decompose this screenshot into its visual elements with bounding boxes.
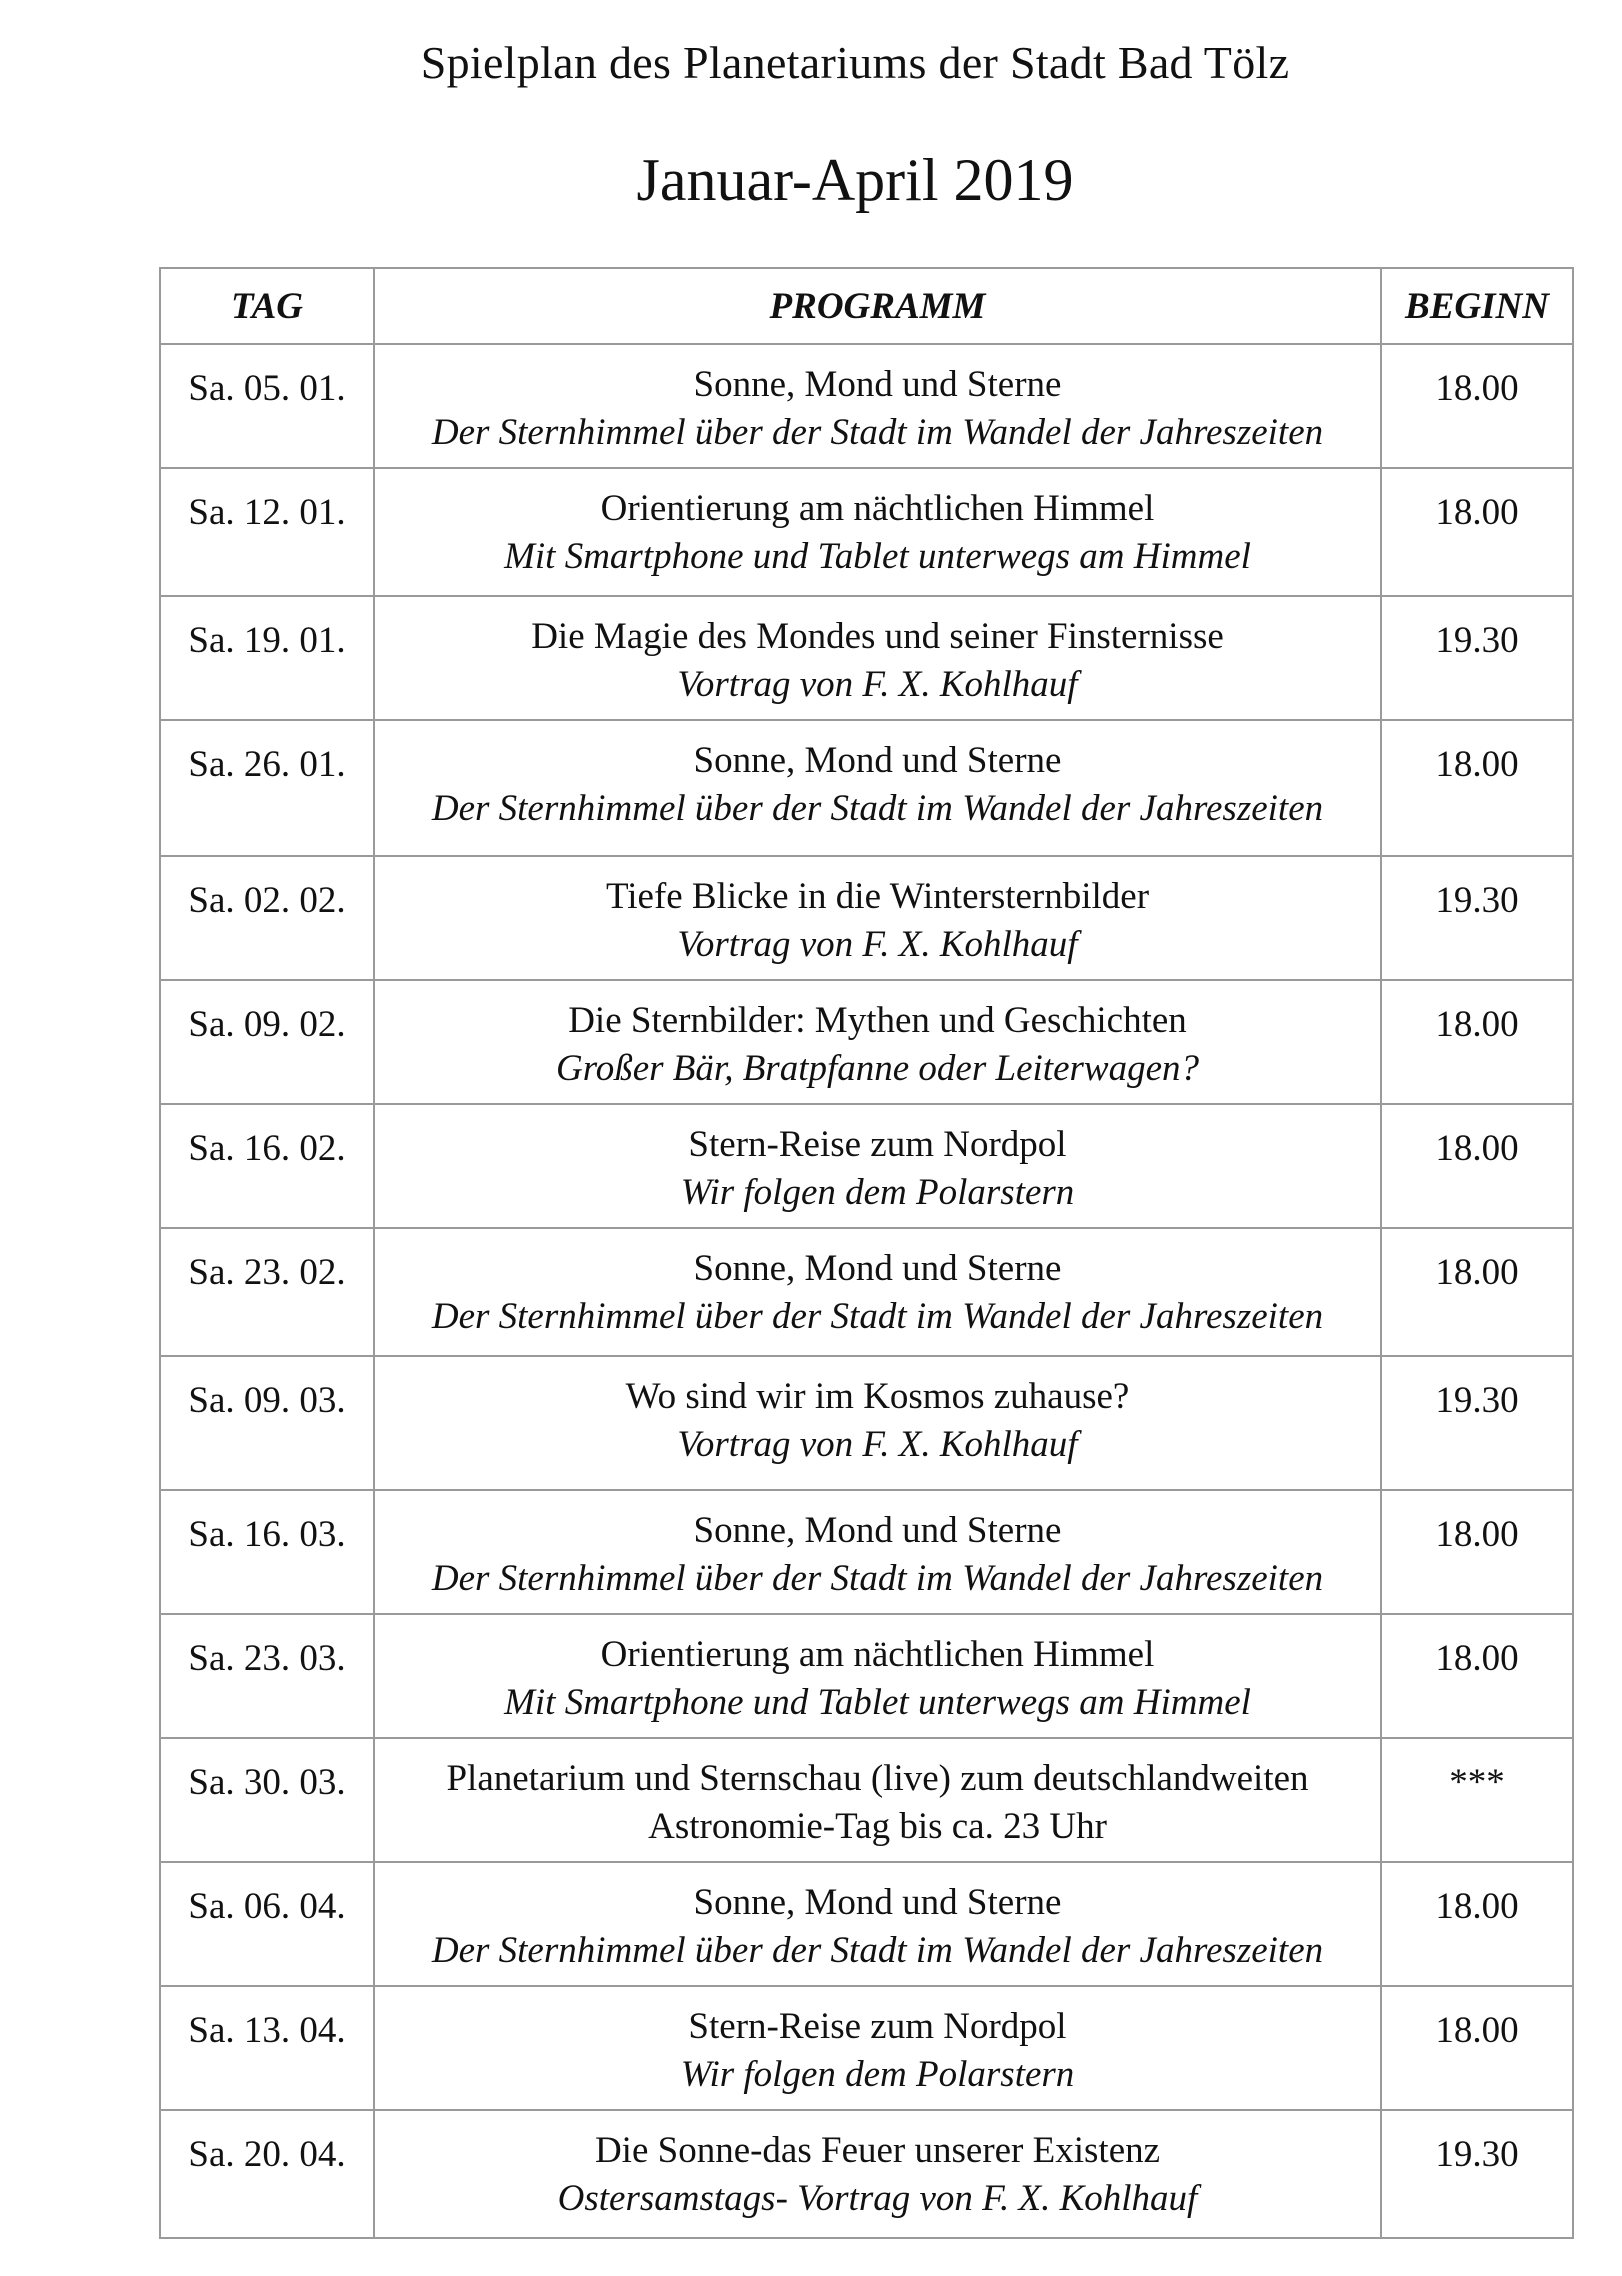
cell-beginn: 18.00	[1381, 1986, 1573, 2110]
program-subtitle: Wir folgen dem Polarstern	[680, 1172, 1075, 1214]
cell-tag: Sa. 09. 02.	[160, 980, 374, 1104]
program-title: Sonne, Mond und Sterne	[693, 740, 1062, 781]
program-title: Sonne, Mond und Sterne	[693, 364, 1062, 405]
table-row	[160, 1862, 1573, 1986]
cell-tag: Sa. 16. 03.	[160, 1490, 374, 1614]
program-title: Planetarium und Sternschau (live) zum deutschlandweiten	[446, 1758, 1309, 1799]
cell-beginn: 18.00	[1381, 1614, 1573, 1738]
header-beginn: BEGINN	[1381, 268, 1573, 344]
table-row	[160, 468, 1573, 596]
cell-programm	[374, 720, 1381, 856]
program-subtitle: Der Sternhimmel über der Stadt im Wandel der Jahreszeiten	[431, 412, 1324, 454]
cell-beginn: ***	[1381, 1738, 1573, 1862]
program-title: Sonne, Mond und Sterne	[693, 1510, 1062, 1551]
cell-tag: Sa. 30. 03.	[160, 1738, 374, 1862]
table-row	[160, 2110, 1573, 2238]
table-row	[160, 1228, 1573, 1356]
cell-programm	[374, 1614, 1381, 1738]
cell-programm	[374, 856, 1381, 980]
cell-tag: Sa. 05. 01.	[160, 344, 374, 468]
program-title-line2: Astronomie-Tag bis ca. 23 Uhr	[648, 1806, 1107, 1848]
program-subtitle: Der Sternhimmel über der Stadt im Wandel der Jahreszeiten	[431, 1930, 1324, 1972]
program-title: Orientierung am nächtlichen Himmel	[600, 1634, 1155, 1675]
cell-tag: Sa. 06. 04.	[160, 1862, 374, 1986]
program-subtitle: Mit Smartphone und Tablet unterwegs am Himmel	[504, 536, 1251, 578]
program-title: Die Magie des Mondes und seiner Finsternisse	[531, 616, 1224, 657]
header-programm: PROGRAMM	[374, 268, 1381, 344]
cell-tag: Sa. 02. 02.	[160, 856, 374, 980]
cell-programm	[374, 2110, 1381, 2238]
cell-beginn: 18.00	[1381, 1104, 1573, 1228]
program-title: Die Sternbilder: Mythen und Geschichten	[568, 1000, 1187, 1041]
program-title: Die Sonne-das Feuer unserer Existenz	[594, 2130, 1161, 2171]
table-row	[160, 980, 1573, 1104]
cell-tag: Sa. 23. 02.	[160, 1228, 374, 1356]
cell-programm	[374, 596, 1381, 720]
cell-programm	[374, 1862, 1381, 1986]
cell-tag: Sa. 26. 01.	[160, 720, 374, 856]
program-subtitle: Vortrag von F. X. Kohlhauf	[677, 1424, 1078, 1466]
table-row	[160, 1356, 1573, 1490]
program-subtitle: Ostersamstags- Vortrag von F. X. Kohlhauf	[557, 2178, 1198, 2220]
cell-programm	[374, 1356, 1381, 1490]
program-subtitle: Der Sternhimmel über der Stadt im Wandel der Jahreszeiten	[431, 1558, 1324, 1600]
table-row	[160, 344, 1573, 468]
document-title: Spielplan des Planetariums der Stadt Bad Tölz	[420, 37, 1290, 88]
program-subtitle: Der Sternhimmel über der Stadt im Wandel der Jahreszeiten	[431, 788, 1324, 830]
table-row	[160, 596, 1573, 720]
program-title: Sonne, Mond und Sterne	[693, 1882, 1062, 1923]
cell-tag: Sa. 09. 03.	[160, 1356, 374, 1490]
program-subtitle: Vortrag von F. X. Kohlhauf	[677, 924, 1078, 966]
header-row	[160, 268, 1573, 344]
cell-programm	[374, 1228, 1381, 1356]
cell-programm	[374, 980, 1381, 1104]
cell-tag: Sa. 19. 01.	[160, 596, 374, 720]
program-subtitle: Großer Bär, Bratpfanne oder Leiterwagen?	[555, 1048, 1199, 1090]
table-row	[160, 856, 1573, 980]
program-subtitle: Der Sternhimmel über der Stadt im Wandel der Jahreszeiten	[431, 1296, 1324, 1338]
cell-programm	[374, 468, 1381, 596]
cell-programm	[374, 1738, 1381, 1862]
cell-beginn: 18.00	[1381, 1228, 1573, 1356]
cell-beginn: 18.00	[1381, 720, 1573, 856]
cell-tag: Sa. 13. 04.	[160, 1986, 374, 2110]
table-row	[160, 1490, 1573, 1614]
cell-beginn: 19.30	[1381, 2110, 1573, 2238]
cell-beginn: 19.30	[1381, 856, 1573, 980]
program-title: Sonne, Mond und Sterne	[693, 1248, 1062, 1289]
program-title: Orientierung am nächtlichen Himmel	[600, 488, 1155, 529]
cell-tag: Sa. 16. 02.	[160, 1104, 374, 1228]
cell-beginn: 19.30	[1381, 1356, 1573, 1490]
cell-programm	[374, 344, 1381, 468]
program-subtitle: Wir folgen dem Polarstern	[680, 2054, 1075, 2096]
schedule-body	[160, 344, 1573, 2238]
cell-beginn: 18.00	[1381, 980, 1573, 1104]
cell-beginn: 18.00	[1381, 1490, 1573, 1614]
cell-beginn: 19.30	[1381, 596, 1573, 720]
table-row	[160, 720, 1573, 856]
table-row	[160, 1614, 1573, 1738]
table-row	[160, 1986, 1573, 2110]
header-tag: TAG	[160, 268, 374, 344]
cell-beginn: 18.00	[1381, 1862, 1573, 1986]
cell-tag: Sa. 20. 04.	[160, 2110, 374, 2238]
program-title: Stern-Reise zum Nordpol	[688, 2006, 1067, 2047]
program-title: Tiefe Blicke in die Wintersternbilder	[605, 876, 1150, 917]
cell-tag: Sa. 23. 03.	[160, 1614, 374, 1738]
cell-beginn: 18.00	[1381, 468, 1573, 596]
table-row	[160, 1104, 1573, 1228]
cell-programm	[374, 1986, 1381, 2110]
document-subtitle: Januar-April 2019	[636, 147, 1074, 213]
cell-programm	[374, 1104, 1381, 1228]
cell-programm	[374, 1490, 1381, 1614]
cell-tag: Sa. 12. 01.	[160, 468, 374, 596]
program-title: Stern-Reise zum Nordpol	[688, 1124, 1067, 1165]
table-row	[160, 1738, 1573, 1862]
schedule-table	[159, 267, 1574, 2239]
program-subtitle: Mit Smartphone und Tablet unterwegs am Himmel	[504, 1682, 1251, 1724]
cell-beginn: 18.00	[1381, 344, 1573, 468]
program-subtitle: Vortrag von F. X. Kohlhauf	[677, 664, 1078, 706]
program-title: Wo sind wir im Kosmos zuhause?	[625, 1376, 1130, 1417]
